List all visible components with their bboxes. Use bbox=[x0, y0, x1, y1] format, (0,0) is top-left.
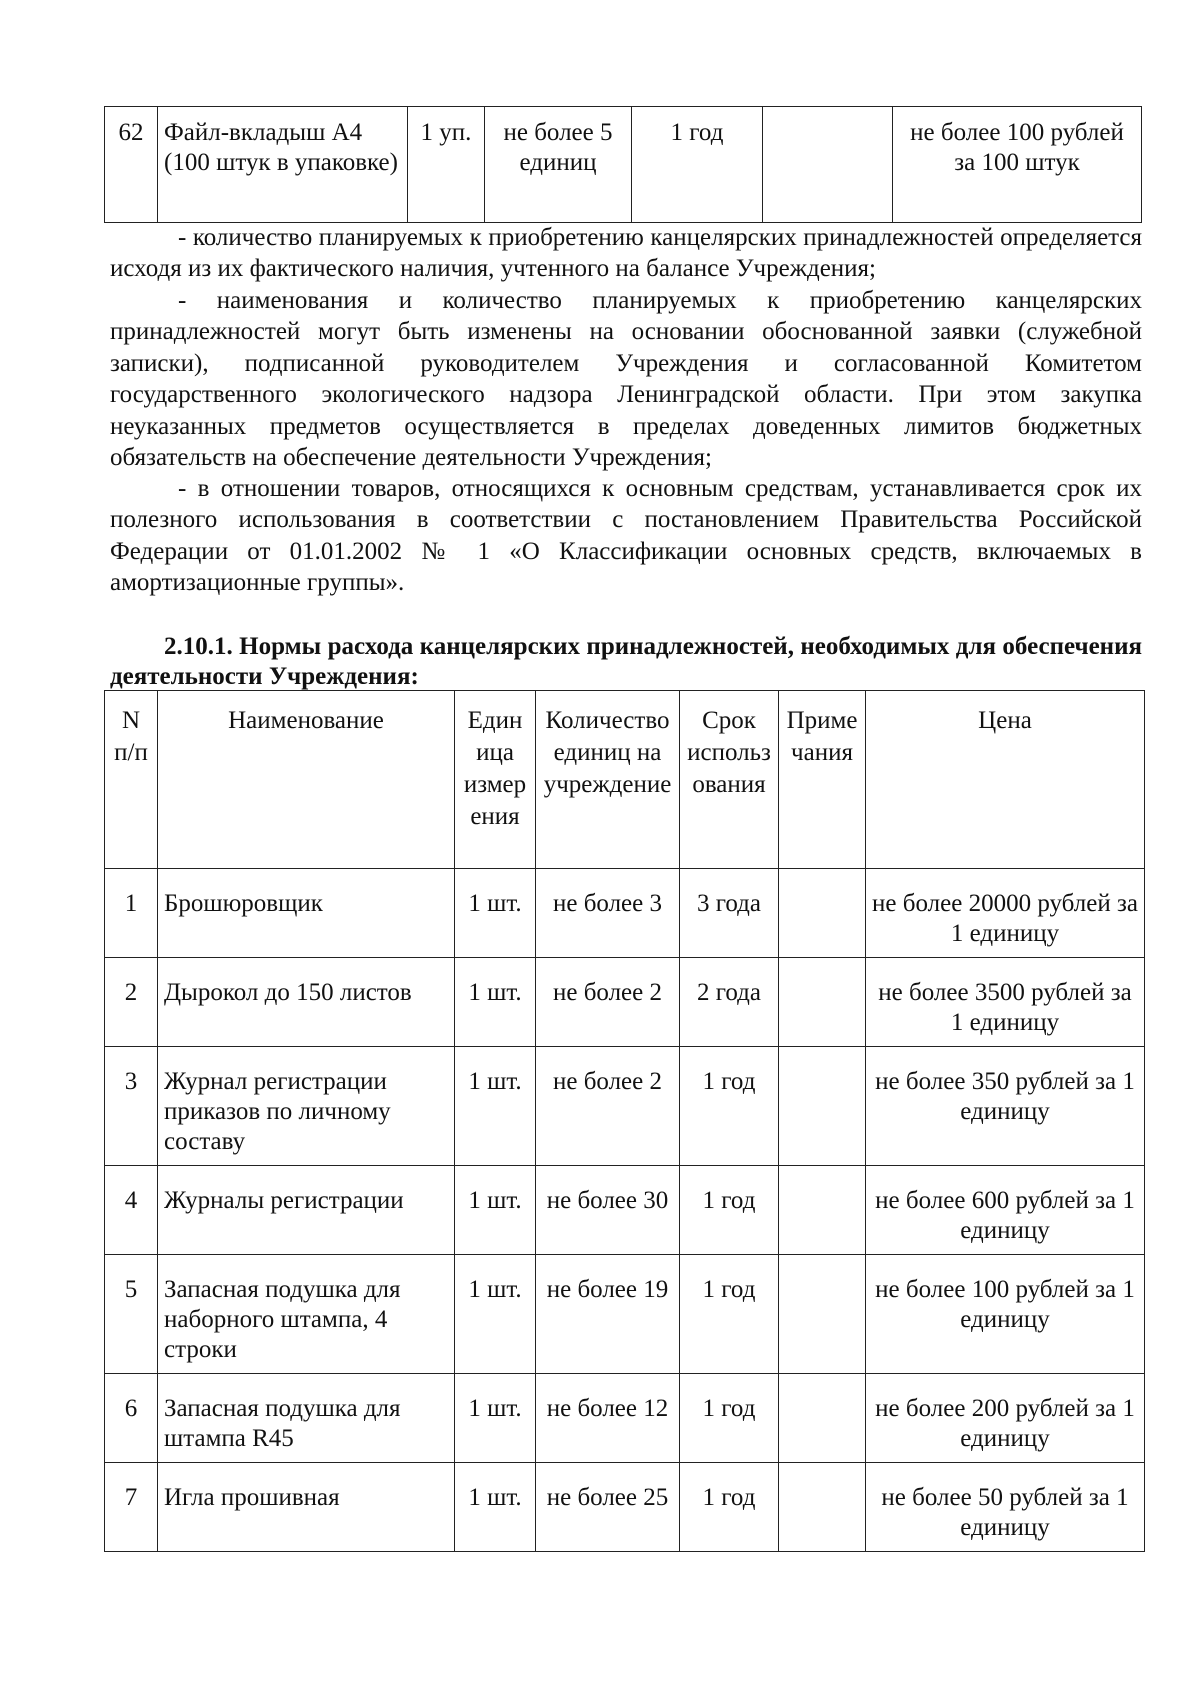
table-row bbox=[105, 1047, 1145, 1166]
cell-name: Файл-вкладыш А4 (100 штук в упаковке) bbox=[158, 107, 408, 223]
paragraph: - в отношении товаров, относящихся к основным средствам, устанавливается срок их полезного использования в соответствии с постановлением Правительства Российской Федерации от 01.01.2002 № 1 «О Классификации основных средств, включаемых в амортизационные группы». bbox=[110, 475, 1142, 597]
cell-note bbox=[779, 869, 866, 958]
table-row bbox=[105, 1463, 1145, 1552]
cell-term: 1 год bbox=[680, 1166, 779, 1255]
header-num: N п/п bbox=[105, 691, 158, 869]
cell-unit: 1 шт. bbox=[455, 1166, 536, 1255]
header-name: Наименование bbox=[158, 691, 455, 869]
cell-name: Журнал регистрации приказов по личному составу bbox=[158, 1047, 455, 1166]
cell-term: 1 год bbox=[680, 1463, 779, 1552]
paragraph: - количество планируемых к приобретению канцелярских принадлежностей определяется исходя из их фактического наличия, учтенного на балансе Учреждения; bbox=[110, 224, 1142, 283]
cell-name: Дырокол до 150 листов bbox=[158, 958, 455, 1047]
cell-unit: 1 уп. bbox=[408, 107, 485, 223]
cell-unit: 1 шт. bbox=[455, 1463, 536, 1552]
cell-price: не более 350 рублей за 1 единицу bbox=[866, 1047, 1145, 1166]
table-header-row bbox=[105, 691, 1145, 869]
cell-note bbox=[779, 1166, 866, 1255]
cell-num: 3 bbox=[105, 1047, 158, 1166]
cell-term: 1 год bbox=[680, 1374, 779, 1463]
cell-note bbox=[779, 958, 866, 1047]
table-row bbox=[105, 869, 1145, 958]
norms-table bbox=[104, 690, 1145, 1552]
cell-unit: 1 шт. bbox=[455, 958, 536, 1047]
cell-note bbox=[779, 1374, 866, 1463]
cell-name: Журналы регистрации bbox=[158, 1166, 455, 1255]
cell-term: 3 года bbox=[680, 869, 779, 958]
cell-term: 1 год bbox=[680, 1047, 779, 1166]
header-price: Цена bbox=[866, 691, 1145, 869]
table-row bbox=[105, 958, 1145, 1047]
cell-note bbox=[779, 1047, 866, 1166]
cell-num: 62 bbox=[105, 107, 158, 223]
cell-qty: не более 19 bbox=[536, 1255, 680, 1374]
header-term: Срок использования bbox=[680, 691, 779, 869]
header-note: Примечания bbox=[779, 691, 866, 869]
header-qty: Количество единиц на учреждение bbox=[536, 691, 680, 869]
cell-num: 2 bbox=[105, 958, 158, 1047]
cell-qty: не более 3 bbox=[536, 869, 680, 958]
paragraph: - наименования и количество планируемых к приобретению канцелярских принадлежностей могут быть изменены на основании обоснованной заявки (служебной записки), подписанной руководителем Учреждения и согласованной Комитетом государственного экологического надзора Ленинградской области. При этом закупка неуказанных предметов осуществляется в пределах доведенных лимитов бюджетных обязательств на обеспечение деятельности Учреждения; bbox=[110, 287, 1142, 472]
cell-note bbox=[779, 1255, 866, 1374]
cell-qty: не более 30 bbox=[536, 1166, 680, 1255]
cell-qty: не более 12 bbox=[536, 1374, 680, 1463]
cell-price: не более 50 рублей за 1 единицу bbox=[866, 1463, 1145, 1552]
cell-price: не более 600 рублей за 1 единицу bbox=[866, 1166, 1145, 1255]
cell-qty: не более 2 bbox=[536, 1047, 680, 1166]
cell-price: не более 200 рублей за 1 единицу bbox=[866, 1374, 1145, 1463]
cell-qty: не более 25 bbox=[536, 1463, 680, 1552]
cell-price: не более 20000 рублей за 1 единицу bbox=[866, 869, 1145, 958]
cell-term: 1 год bbox=[632, 107, 763, 223]
table-row bbox=[105, 1374, 1145, 1463]
cell-num: 7 bbox=[105, 1463, 158, 1552]
cell-name: Запасная подушка для наборного штампа, 4 строки bbox=[158, 1255, 455, 1374]
top-continuation-table bbox=[104, 106, 1142, 223]
table-row bbox=[105, 1166, 1145, 1255]
table-row bbox=[105, 1255, 1145, 1374]
cell-num: 4 bbox=[105, 1166, 158, 1255]
cell-note bbox=[779, 1463, 866, 1552]
cell-price: не более 100 рублей за 100 штук bbox=[893, 107, 1142, 223]
cell-name: Запасная подушка для штампа R45 bbox=[158, 1374, 455, 1463]
cell-note bbox=[763, 107, 893, 223]
table-row bbox=[105, 107, 1142, 223]
cell-price: не более 100 рублей за 1 единицу bbox=[866, 1255, 1145, 1374]
cell-price: не более 3500 рублей за 1 единицу bbox=[866, 958, 1145, 1047]
cell-term: 1 год bbox=[680, 1255, 779, 1374]
cell-term: 2 года bbox=[680, 958, 779, 1047]
header-unit: Единица измерения bbox=[455, 691, 536, 869]
cell-name: Брошюровщик bbox=[158, 869, 455, 958]
cell-num: 1 bbox=[105, 869, 158, 958]
cell-qty: не более 5 единиц bbox=[485, 107, 632, 223]
cell-unit: 1 шт. bbox=[455, 869, 536, 958]
cell-num: 5 bbox=[105, 1255, 158, 1374]
section-heading: 2.10.1. Нормы расхода канцелярских принадлежностей, необходимых для обеспечения деятельности Учреждения: bbox=[110, 633, 1142, 690]
cell-unit: 1 шт. bbox=[455, 1374, 536, 1463]
cell-unit: 1 шт. bbox=[455, 1255, 536, 1374]
cell-num: 6 bbox=[105, 1374, 158, 1463]
cell-unit: 1 шт. bbox=[455, 1047, 536, 1166]
cell-name: Игла прошивная bbox=[158, 1463, 455, 1552]
cell-qty: не более 2 bbox=[536, 958, 680, 1047]
